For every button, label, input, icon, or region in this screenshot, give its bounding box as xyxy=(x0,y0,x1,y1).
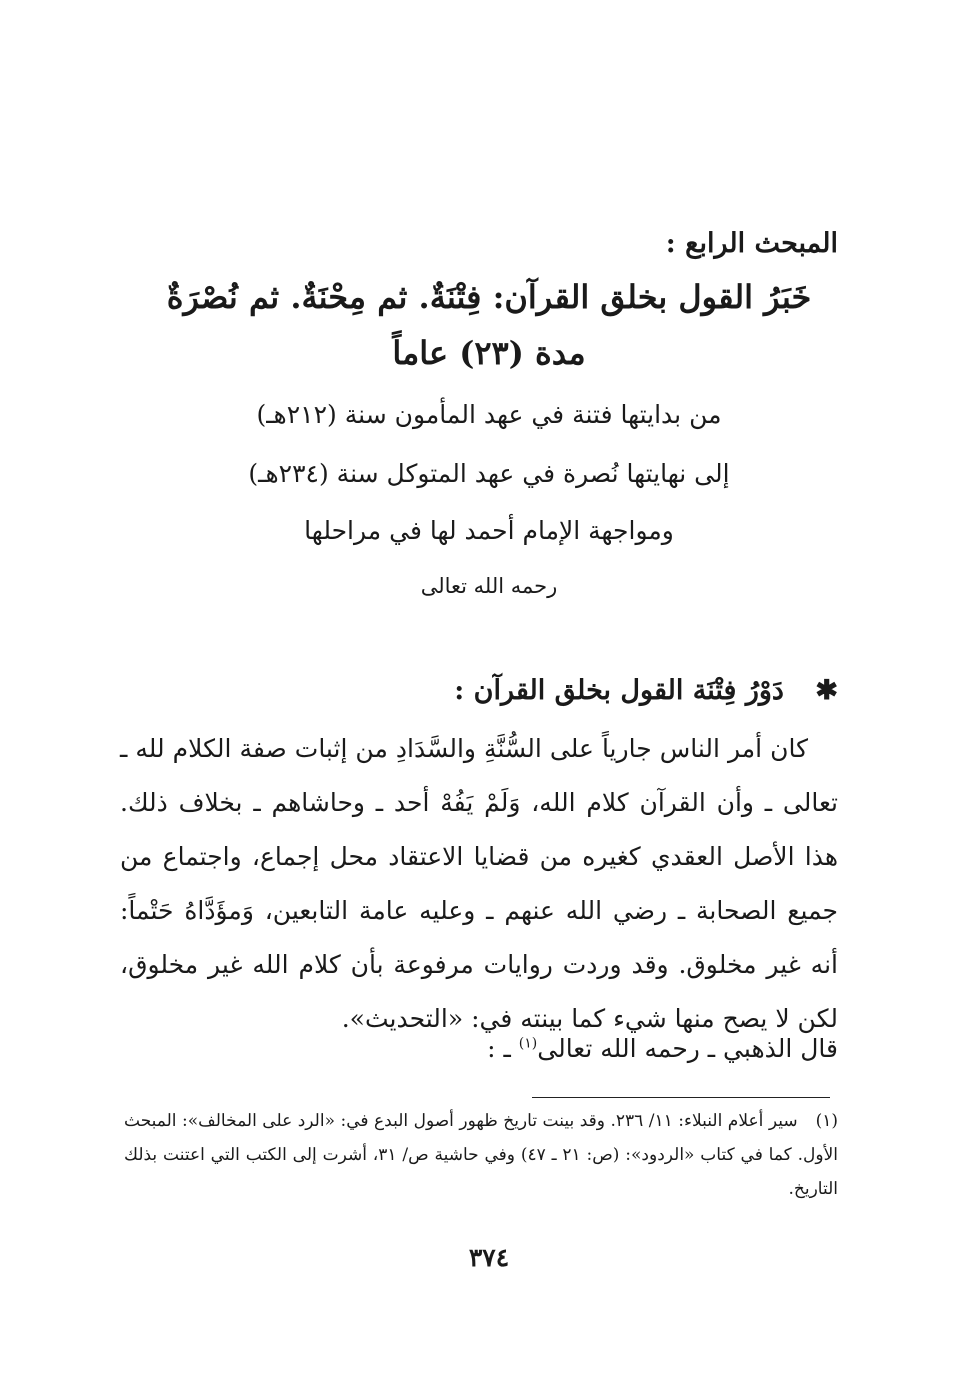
chapter-title-line-2: مدة (٢٣) عاماً xyxy=(392,334,586,372)
subtitle-line-1: من بدايتها فتنة في عهد المأمون سنة (٢١٢هـ) xyxy=(256,400,722,429)
subtitle-line-3: ومواجهة الإمام أحمد لها في مراحلها xyxy=(304,516,674,545)
section-heading xyxy=(454,675,838,706)
footnote-text: سير أعلام النبلاء: ١١/ ٢٣٦. وقد بينت تاريخ ظهور أصول البدع في: «الرد على المخالف»: المبحث الأول. كما في كتاب «الردود»: (ص: ٢١ ـ ٤٧) وفي حاشية ص/ ٣١، أشرت إلى الكتب التي اعتنت بذلك التاريخ. xyxy=(124,1111,838,1199)
page-number: ٣٧٤ xyxy=(468,1243,510,1272)
quote-intro-text: قال الذهبي ـ رحمه الله تعالى xyxy=(537,1034,838,1063)
footnote-number: (١) xyxy=(815,1111,838,1131)
footnote-separator xyxy=(532,1097,830,1098)
body-paragraph xyxy=(120,722,838,1046)
quote-intro xyxy=(487,1034,838,1063)
chapter-title-line-1: خَبَرُ القول بخلق القرآن: فِتْنَةٌ. ثم مِحْنَةٌ. ثم نُصْرَةٌ xyxy=(166,278,812,316)
body-paragraph-text: كان أمر الناس جارياً على السُّنَّةِ والسَّدَادِ من إثبات صفة الكلام لله ـ تعالى ـ وأن القرآن كلام الله، وَلَمْ يَفُهْ أحد ـ وحاشاهم ـ بخلاف ذلك. هذا الأصل العقدي كغيره من قضايا الاعتقاد محل إجماع، واجتماع من جميع الصحابة ـ رضي الله عنهم ـ وعليه عامة التابعين، وَمؤَدَّاهُ حَتْماً: أنه غير مخلوق. وقد وردت روايات مرفوعة بأن كلام الله غير مخلوق، لكن لا يصح منها شيء كما بينته في: «التحديث». xyxy=(120,734,838,1033)
section-label: المبحث الرابع : xyxy=(665,228,838,259)
footnote-reference: (١) xyxy=(518,1035,538,1052)
subtitle-line-4: رحمه الله تعالى xyxy=(420,574,558,598)
asterisk-bullet-icon: ✱ xyxy=(815,675,838,706)
footnote xyxy=(124,1104,838,1206)
quote-intro-tail: ـ : xyxy=(487,1034,519,1063)
subtitle-line-2: إلى نهايتها نُصرة في عهد المتوكل سنة (٢٣٤هـ) xyxy=(248,459,730,488)
section-heading-text: دَوْرُ فِتْنَة القول بخلق القرآن : xyxy=(454,675,784,706)
